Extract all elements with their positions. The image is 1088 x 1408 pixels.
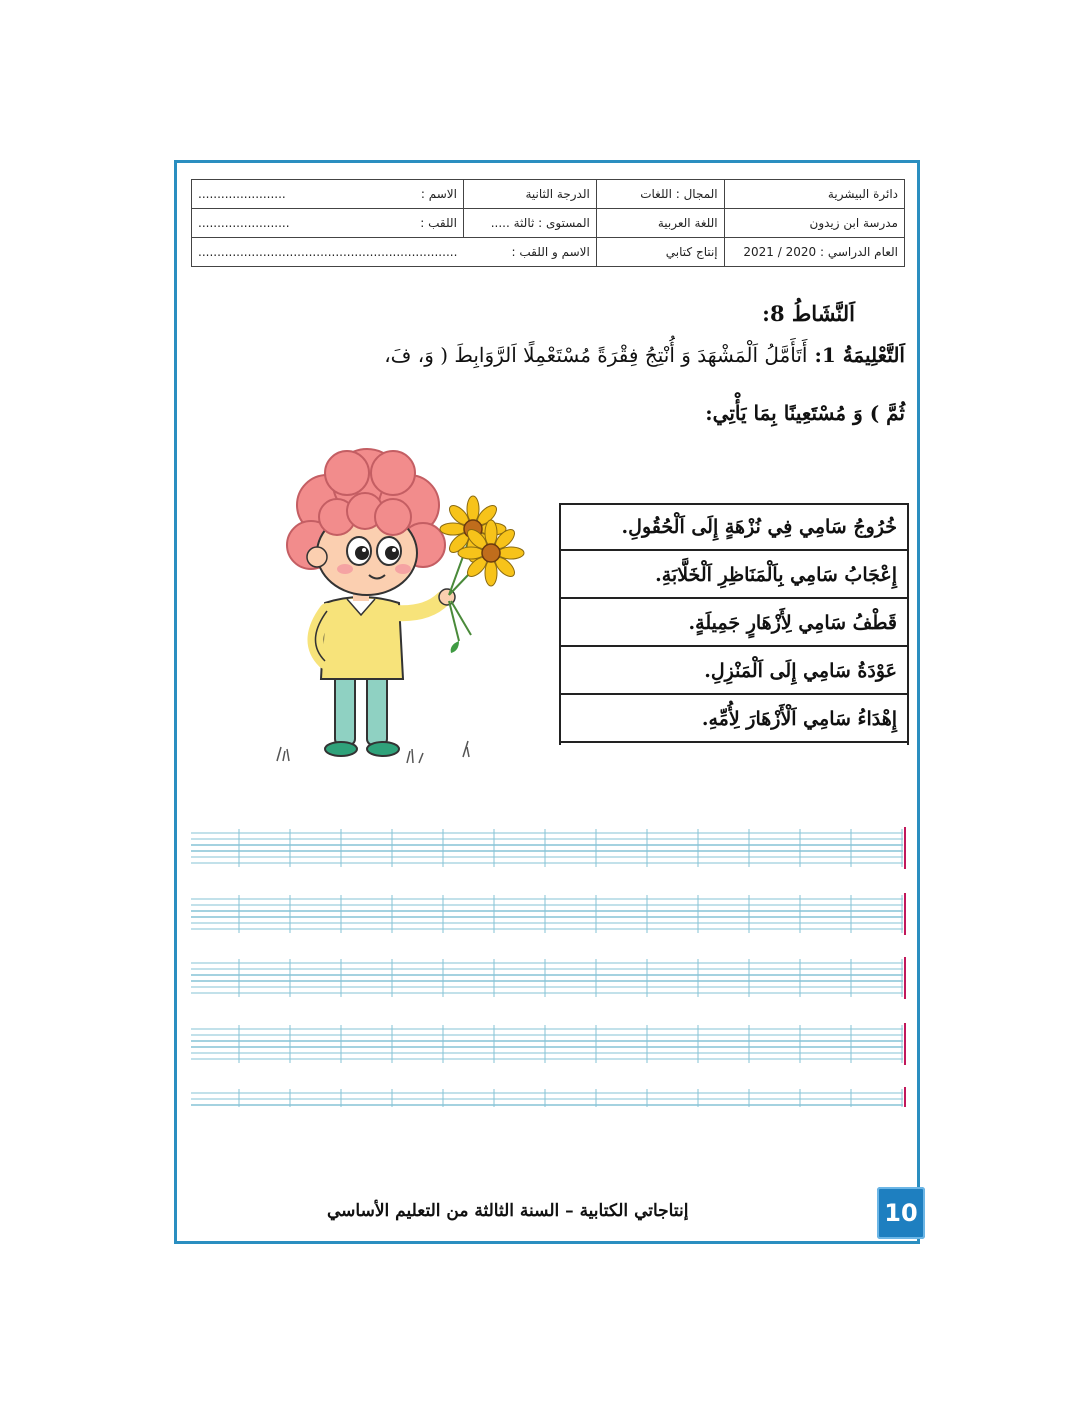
hint-sentence: إِهْدَاءُ سَامِي اَلْأَزْهَارَ لِأُمِّهِ. [561, 697, 907, 743]
subject-cell: اللغة العربية [596, 209, 724, 238]
instruction-line-1 [217, 343, 905, 367]
grade-cell: الدرجة الثانية [463, 180, 596, 209]
header-table [191, 179, 905, 267]
hint-sentence: خُرُوجُ سَامِي فِي نُزْهَةٍ إِلَى اَلْحُقُولِ. [561, 505, 907, 551]
instruction-line-2: ثُمَّ ) وَ مُسْتَعِينًا بِمَا يَأْتِي: [705, 401, 905, 425]
domain-cell: المجال : اللغات [596, 180, 724, 209]
district-cell: دائرة البيشرية [724, 180, 904, 209]
page-number-badge: 10 [877, 1187, 925, 1239]
writing-line-block[interactable] [191, 957, 905, 999]
activity-title: اَلنَّشَاطُ 8: [762, 301, 855, 326]
hint-sentence: عَوْدَةُ سَامِي إِلَى اَلْمَنْزِلِ. [561, 649, 907, 695]
writing-line-block[interactable] [191, 1087, 905, 1107]
writing-lines-area[interactable] [191, 827, 911, 1107]
writing-production-cell: إنتاج كتابي [596, 238, 724, 267]
instruction-text: أَتَأَمَّلُ اَلْمَشْهَدَ وَ أُنْتِجُ فِقْرَةً مُسْتَعْمِلًا اَلرَّوَابِطَ ( وَ، فَ، [384, 343, 808, 367]
writing-line-block[interactable] [191, 893, 905, 935]
surname-label-cell: اللقب : [403, 209, 464, 238]
writing-line-block[interactable] [191, 827, 905, 869]
level-cell: المستوى : ثالثة ..... [463, 209, 596, 238]
name-blank-cell: ....................... [192, 180, 403, 209]
school-year-cell: العام الدراسي : 2020 / 2021 [724, 238, 904, 267]
school-cell: مدرسة ابن زيدون [724, 209, 904, 238]
hint-sentence: قَطْفُ سَامِي لِأَزْهَارٍ جَمِيلَةٍ. [561, 601, 907, 647]
instruction-label: اَلتَّعْلِيمَةُ 1: [814, 343, 905, 367]
worksheet-frame [174, 160, 920, 1244]
name-label-cell: الاسم : [403, 180, 464, 209]
footer-title: إنتاجاتي الكتابية – السنة الثالثة من التعليم الأساسي [327, 1201, 689, 1221]
fullname-label-cell: الاسم و اللقب : [463, 238, 596, 267]
header-row [192, 180, 905, 209]
surname-blank-cell: ........................ [192, 209, 403, 238]
hint-sentences-box [559, 503, 909, 745]
boy-with-flowers-illustration [237, 445, 537, 775]
header-row [192, 209, 905, 238]
fullname-blank-cell: .................................................................... [192, 238, 464, 267]
hint-sentence: إِعْجَابُ سَامِي بِاَلْمَنَاظِرِ اَلْخَلَّابَةِ. [561, 553, 907, 599]
writing-line-block[interactable] [191, 1023, 905, 1065]
header-row [192, 238, 905, 267]
